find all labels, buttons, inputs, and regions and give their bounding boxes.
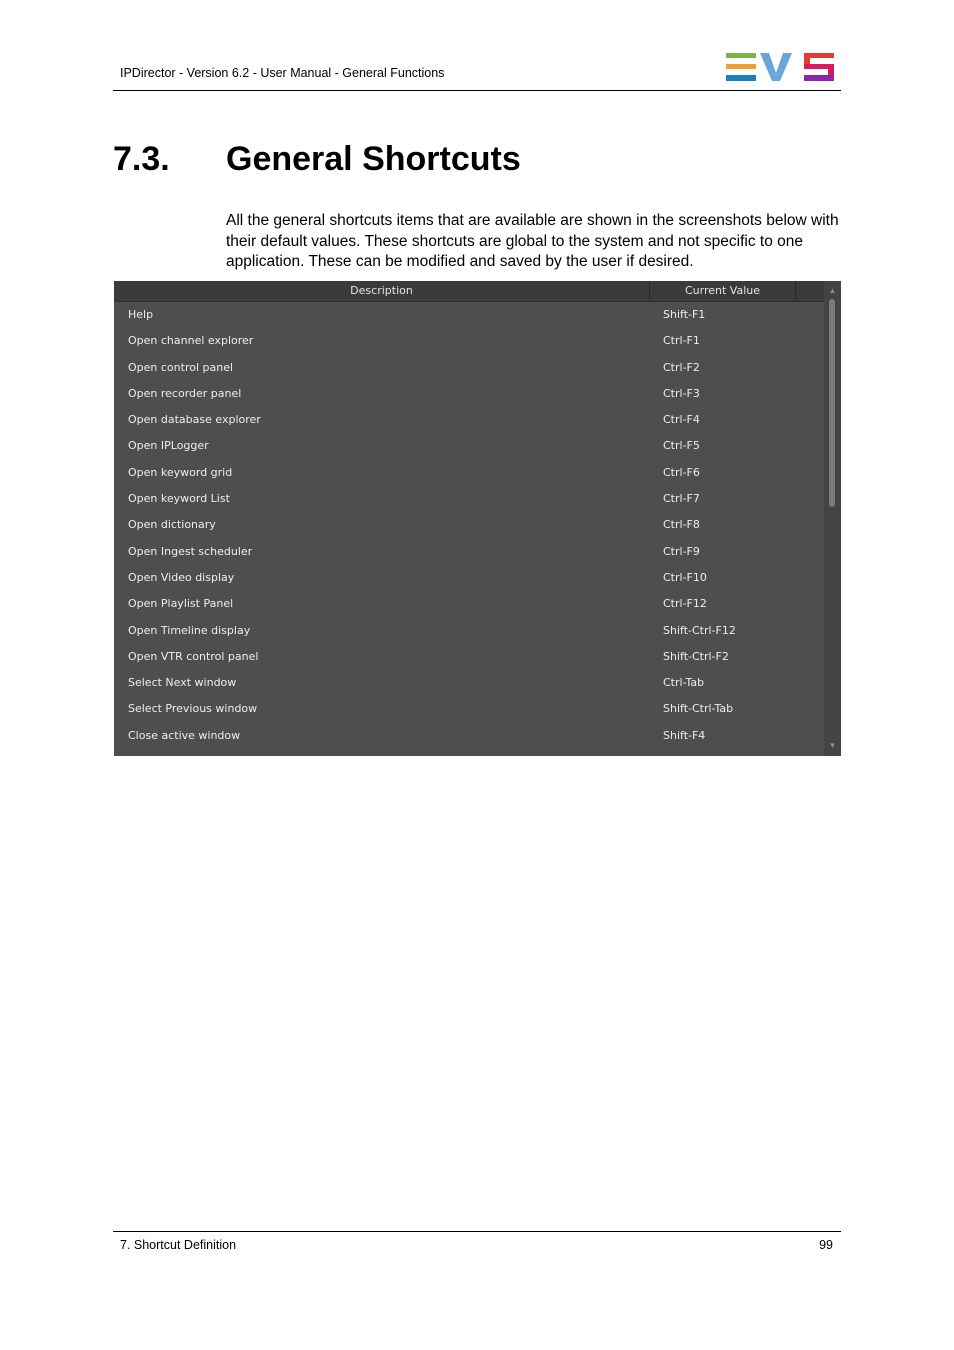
shortcut-value[interactable]: Ctrl-F3: [663, 386, 700, 400]
shortcut-value[interactable]: Ctrl-F12: [663, 597, 707, 611]
table-row[interactable]: [114, 407, 824, 433]
table-body: [114, 302, 824, 749]
table-row[interactable]: [114, 486, 824, 512]
vertical-scrollbar[interactable]: [824, 281, 841, 756]
evs-logo-icon: [726, 53, 834, 82]
footer-chapter: 7. Shortcut Definition: [120, 1238, 237, 1252]
shortcut-description: Select Previous window: [128, 702, 258, 716]
shortcut-description: Open recorder panel: [128, 386, 242, 400]
shortcut-value[interactable]: Ctrl-F1: [663, 334, 700, 348]
shortcut-description: Open VTR control panel: [128, 649, 259, 663]
intro-paragraph: All the general shortcuts items that are available are shown in the screenshots below with their default values. These shortcuts are global to the system and not specific to one application. These can be modified and saved by the user if desired.: [226, 212, 839, 270]
table-row[interactable]: [114, 355, 824, 381]
shortcut-description: Open keyword List: [128, 492, 230, 506]
footer-divider: [113, 1231, 841, 1232]
scroll-down-arrow-icon[interactable]: ▼: [828, 741, 837, 750]
shortcut-value[interactable]: Shift-F1: [663, 308, 706, 321]
shortcut-value[interactable]: Ctrl-F8: [663, 518, 700, 532]
table-row[interactable]: [114, 512, 824, 538]
shortcut-value[interactable]: Ctrl-F10: [663, 570, 707, 584]
shortcut-value[interactable]: Shift-Ctrl-Tab: [663, 702, 734, 716]
section-title: General Shortcuts: [226, 140, 521, 178]
shortcut-description: Open Ingest scheduler: [128, 544, 253, 558]
shortcut-description: Help: [128, 308, 154, 321]
scroll-up-arrow-icon[interactable]: ▲: [828, 286, 837, 295]
column-header-spacer: [796, 281, 824, 301]
shortcut-value[interactable]: Ctrl-F5: [663, 439, 700, 453]
table-row[interactable]: [114, 460, 824, 486]
header-divider: [113, 90, 841, 91]
section-number: 7.3.: [113, 140, 170, 178]
table-row[interactable]: [114, 644, 824, 670]
table-row[interactable]: [114, 723, 824, 749]
shortcut-description: Open database explorer: [128, 413, 261, 427]
table-row[interactable]: [114, 565, 824, 591]
table-row[interactable]: [114, 670, 824, 696]
shortcut-value[interactable]: Ctrl-F2: [663, 360, 700, 374]
page-number: 99: [819, 1238, 833, 1252]
shortcut-description: Open channel explorer: [128, 334, 254, 348]
running-header: IPDirector - Version 6.2 - User Manual - General Functions: [120, 66, 445, 80]
shortcut-value[interactable]: Ctrl-F9: [663, 544, 700, 558]
shortcut-value[interactable]: Ctrl-F6: [663, 465, 700, 479]
scroll-thumb[interactable]: [829, 299, 835, 507]
shortcut-description: Close active window: [128, 728, 241, 742]
table-row[interactable]: [114, 302, 824, 328]
shortcut-description: Open Playlist Panel: [128, 597, 234, 611]
shortcut-value[interactable]: Ctrl-Tab: [663, 676, 705, 690]
table-row[interactable]: [114, 328, 824, 354]
column-header-description[interactable]: Description: [114, 281, 650, 301]
table-header: [114, 281, 824, 302]
table-row[interactable]: [114, 618, 824, 644]
shortcuts-table-screenshot: [114, 281, 841, 756]
table-row[interactable]: [114, 591, 824, 617]
shortcut-value[interactable]: Shift-F4: [663, 728, 706, 742]
table-row[interactable]: [114, 696, 824, 722]
shortcut-description: Open control panel: [128, 360, 234, 374]
shortcut-value[interactable]: Shift-Ctrl-F12: [663, 623, 736, 637]
shortcut-value[interactable]: Shift-Ctrl-F2: [663, 649, 729, 663]
table-row[interactable]: [114, 539, 824, 565]
shortcut-description: Open IPLogger: [128, 439, 209, 453]
shortcut-description: Open dictionary: [128, 518, 216, 532]
column-header-current-value[interactable]: Current Value: [650, 281, 796, 301]
shortcut-value[interactable]: Ctrl-F4: [663, 413, 700, 427]
shortcut-value[interactable]: Ctrl-F7: [663, 492, 700, 506]
shortcut-description: Open Video display: [128, 570, 235, 584]
table-row[interactable]: [114, 381, 824, 407]
shortcut-description: Select Next window: [128, 676, 237, 690]
table-row[interactable]: [114, 433, 824, 459]
shortcut-description: Open Timeline display: [128, 623, 251, 637]
shortcut-description: Open keyword grid: [128, 465, 233, 479]
